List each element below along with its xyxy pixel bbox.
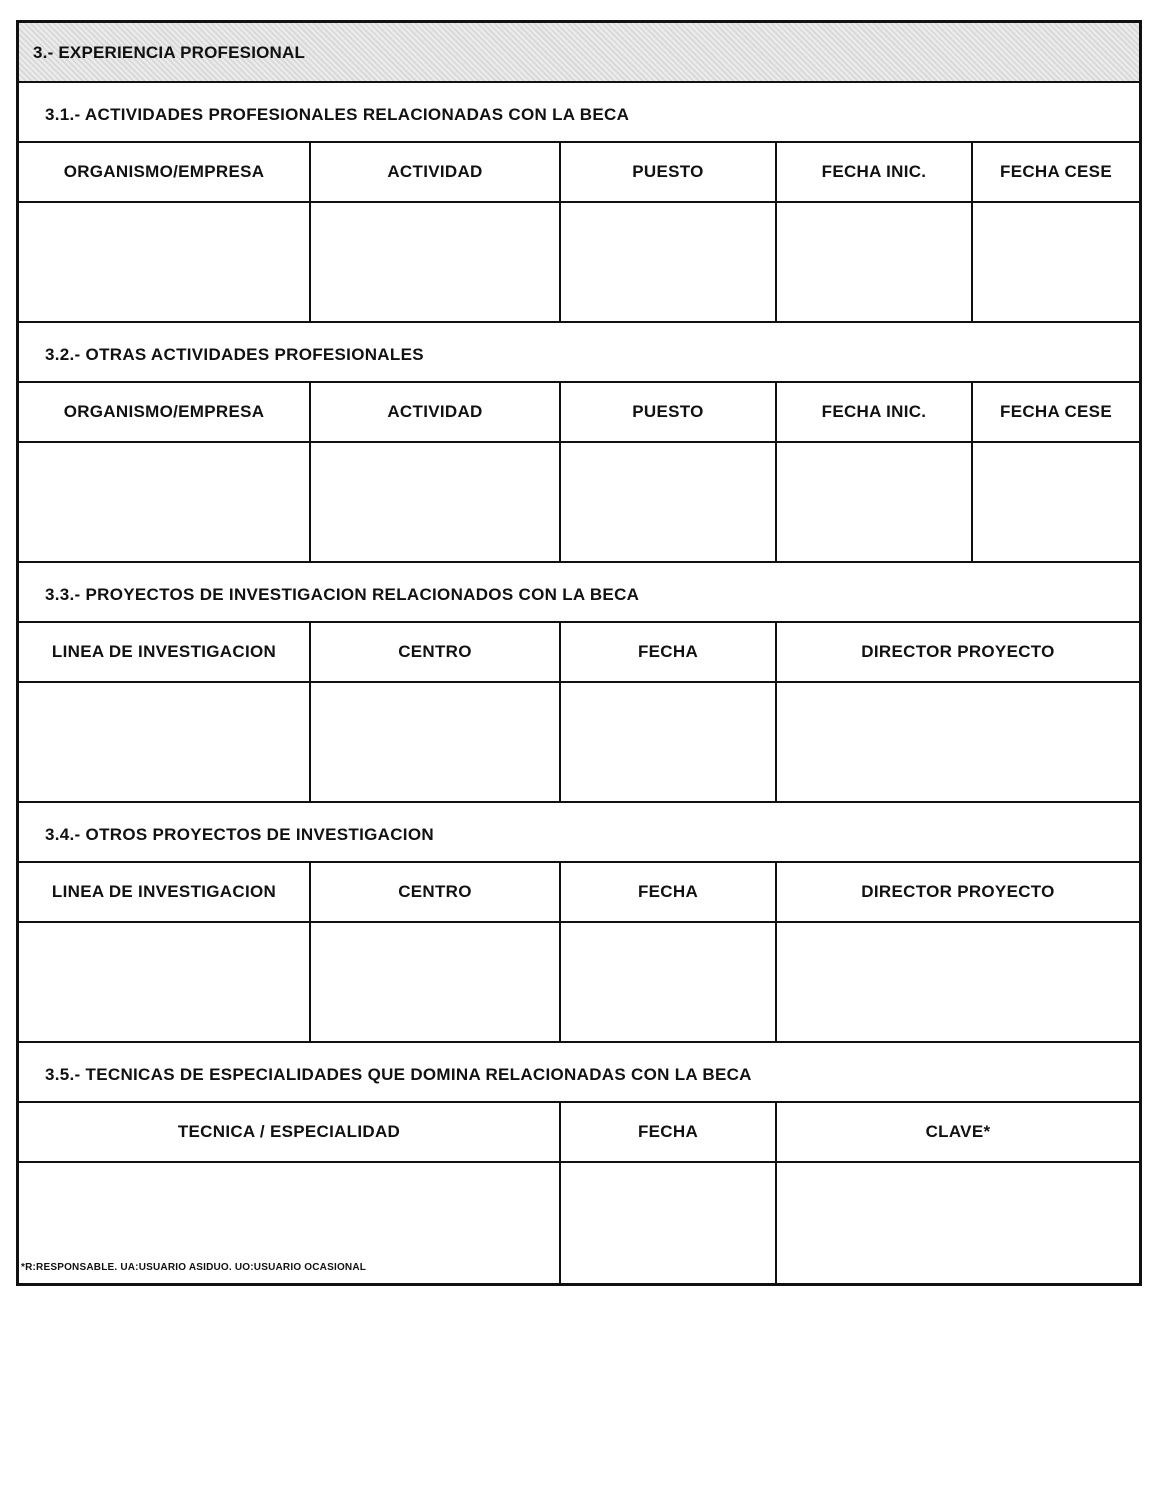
section-1-table-header — [19, 143, 1139, 203]
section-2-table-body — [19, 443, 1139, 563]
experiencia-profesional-form — [16, 20, 1142, 1286]
entry-field-puesto[interactable] — [559, 203, 775, 321]
section-5-table-body — [19, 1163, 1139, 1283]
column-header-puesto: PUESTO — [559, 383, 775, 441]
entry-field-actividad[interactable] — [309, 203, 559, 321]
column-header-director-proyecto: DIRECTOR PROYECTO — [775, 863, 1139, 921]
section-4-title: 3.4.- OTROS PROYECTOS DE INVESTIGACION — [45, 825, 434, 844]
column-header-fecha-cese: FECHA CESE — [971, 143, 1139, 201]
column-header-fecha: FECHA — [559, 623, 775, 681]
entry-field-director-proyecto[interactable] — [775, 683, 1139, 801]
column-header-tecnica-especialidad: TECNICA / ESPECIALIDAD — [177, 1122, 401, 1141]
section-4-table-body — [19, 923, 1139, 1043]
section-3-table-header — [19, 623, 1139, 683]
column-header-centro: CENTRO — [309, 623, 559, 681]
column-header-clave: CLAVE* — [775, 1103, 1139, 1161]
column-header-puesto: PUESTO — [559, 143, 775, 201]
entry-field-linea-de-investigacion[interactable] — [19, 683, 309, 801]
section-1-heading — [19, 83, 1139, 143]
section-3-heading — [19, 563, 1139, 623]
section-1-table-body — [19, 203, 1139, 323]
column-header-organismo-empresa: ORGANISMO/EMPRESA — [63, 162, 265, 181]
column-header-fecha-cese: FECHA CESE — [971, 383, 1139, 441]
section-4-heading — [19, 803, 1139, 863]
entry-field-clave[interactable] — [775, 1163, 1139, 1283]
column-header-linea-de-investigacion: LINEA DE INVESTIGACION — [51, 642, 277, 661]
entry-field-fecha[interactable] — [559, 923, 775, 1041]
column-header-organismo-empresa: ORGANISMO/EMPRESA — [63, 402, 265, 421]
entry-field-director-proyecto[interactable] — [775, 923, 1139, 1041]
entry-field-actividad[interactable] — [309, 443, 559, 561]
entry-field-organismo-empresa[interactable] — [19, 443, 309, 561]
section-5-heading — [19, 1043, 1139, 1103]
form-title: 3.- EXPERIENCIA PROFESIONAL — [33, 43, 306, 62]
section-2-heading — [19, 323, 1139, 383]
entry-field-fecha[interactable] — [559, 683, 775, 801]
entry-field-tecnica-especialidad[interactable] — [19, 1163, 559, 1283]
entry-field-organismo-empresa[interactable] — [19, 203, 309, 321]
column-header-fecha: FECHA — [559, 863, 775, 921]
section-2-table-header — [19, 383, 1139, 443]
section-5-title: 3.5.- TECNICAS DE ESPECIALIDADES QUE DOMINA RELACIONADAS CON LA BECA — [45, 1065, 752, 1084]
column-header-actividad: ACTIVIDAD — [309, 383, 559, 441]
column-header-fecha-inic: FECHA INIC. — [775, 383, 971, 441]
entry-field-linea-de-investigacion[interactable] — [19, 923, 309, 1041]
entry-field-centro[interactable] — [309, 923, 559, 1041]
section-3-title: 3.3.- PROYECTOS DE INVESTIGACION RELACIONADOS CON LA BECA — [45, 585, 640, 604]
entry-field-fecha[interactable] — [559, 1163, 775, 1283]
entry-field-centro[interactable] — [309, 683, 559, 801]
form-title-bar — [19, 23, 1139, 83]
entry-field-fecha-inic[interactable] — [775, 203, 971, 321]
column-header-centro: CENTRO — [309, 863, 559, 921]
column-header-fecha: FECHA — [559, 1103, 775, 1161]
section-5-table-header — [19, 1103, 1139, 1163]
entry-field-fecha-cese[interactable] — [971, 203, 1139, 321]
entry-field-fecha-cese[interactable] — [971, 443, 1139, 561]
section-4-table-header — [19, 863, 1139, 923]
column-header-actividad: ACTIVIDAD — [309, 143, 559, 201]
column-header-fecha-inic: FECHA INIC. — [775, 143, 971, 201]
column-header-director-proyecto: DIRECTOR PROYECTO — [775, 623, 1139, 681]
section-1-title: 3.1.- ACTIVIDADES PROFESIONALES RELACIONADAS CON LA BECA — [45, 105, 630, 124]
entry-field-fecha-inic[interactable] — [775, 443, 971, 561]
footnote-clave-legend: *R:RESPONSABLE. UA:USUARIO ASIDUO. UO:USUARIO OCASIONAL — [21, 1262, 367, 1273]
column-header-linea-de-investigacion: LINEA DE INVESTIGACION — [51, 882, 277, 901]
section-2-title: 3.2.- OTRAS ACTIVIDADES PROFESIONALES — [45, 345, 424, 364]
section-3-table-body — [19, 683, 1139, 803]
entry-field-puesto[interactable] — [559, 443, 775, 561]
